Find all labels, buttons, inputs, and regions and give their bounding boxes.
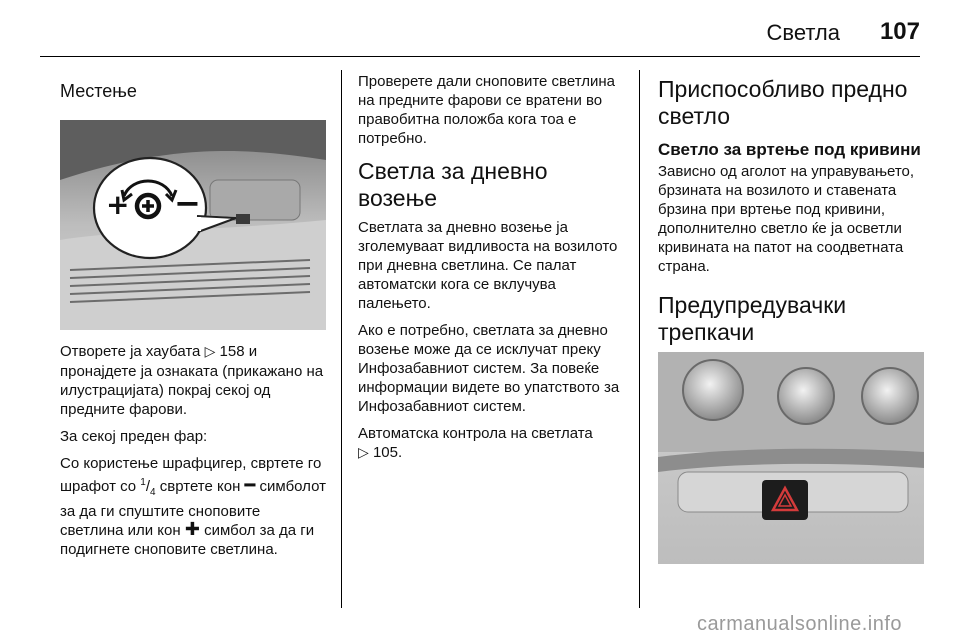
plus-symbol-icon: ✚ bbox=[184, 519, 200, 540]
paragraph-screwdriver: Со користење шрафцигер, свртете го шрафот со $^1/_4$ свртете кон ━ симболот за да ги спуштите сноповите светлина или кон ✚ симбол за да ги подигнете сноповите светлина. bbox=[60, 455, 326, 558]
section-heading-daytime-lights: Светла за дневно возење bbox=[358, 158, 548, 211]
chapter-title: Светла bbox=[766, 20, 840, 45]
page-number: 107 bbox=[879, 18, 920, 45]
paragraph-auto-light-control: Автоматска контрола на светлата ▷ 105. bbox=[358, 425, 593, 461]
section-heading-hazard-flashers: Предупредувачки трепкачи bbox=[658, 292, 847, 345]
header-rule bbox=[40, 56, 920, 57]
hvac-knob-right bbox=[862, 368, 918, 424]
section-heading-adjustment: Местење bbox=[60, 81, 137, 101]
page-reference-icon: ▷ bbox=[204, 344, 216, 360]
hvac-knob-middle bbox=[778, 368, 834, 424]
column-left bbox=[60, 72, 326, 567]
paragraph-each-headlight: За секој преден фар: bbox=[60, 428, 208, 445]
paragraph-open-hood: Отворете ја хаубата ▷ 158 и пронајдете ја ознаката (прикажано на илустрацијата) покрај секој од предните фарови. bbox=[60, 343, 324, 418]
column-right bbox=[658, 72, 924, 564]
page-reference-icon: ▷ bbox=[358, 445, 369, 461]
hvac-knob-left bbox=[683, 360, 743, 420]
hazard-switch-photo bbox=[658, 352, 924, 564]
minus-symbol-icon: − bbox=[174, 184, 201, 222]
paragraph-daytime-disable: Ако е потребно, светлата за дневно возење може да се исклучат преку Инфозабавниот систем. За повеќе информации видете во упатството за Инфозабавниот систем. bbox=[358, 322, 620, 415]
headlight-adjustment-illustration bbox=[60, 120, 326, 330]
column-middle bbox=[358, 72, 624, 471]
column-divider-2 bbox=[639, 70, 640, 608]
paragraph-cornering-light: Зависно од аголот на управувањето, брзината на возилото и ставената брзина при вртење под кривини, дополнително светло ќе ја осветли кривината на патот на соодветната страна. bbox=[658, 163, 915, 275]
section-heading-adaptive-light: Приспособливо предно светло bbox=[658, 76, 908, 129]
minus-symbol-icon: ━ bbox=[244, 475, 256, 496]
subheading-cornering-light: Светло за вртење под кривини bbox=[658, 140, 921, 159]
page-header bbox=[0, 0, 960, 56]
paragraph-daytime-visibility: Светлата за дневно возење ја зголемуваат видливоста на возилото при дневна светлина. Се палат автоматски кога се вклучува палењето. bbox=[358, 219, 618, 312]
column-divider-1 bbox=[341, 70, 342, 608]
plus-symbol-icon: + bbox=[106, 188, 130, 221]
watermark: carmanualsonline.info bbox=[696, 613, 902, 635]
paragraph-check-beams: Проверете дали сноповите светлина на предните фарови се вратени во правобитна положба кога тоа е потребно. bbox=[358, 73, 615, 147]
